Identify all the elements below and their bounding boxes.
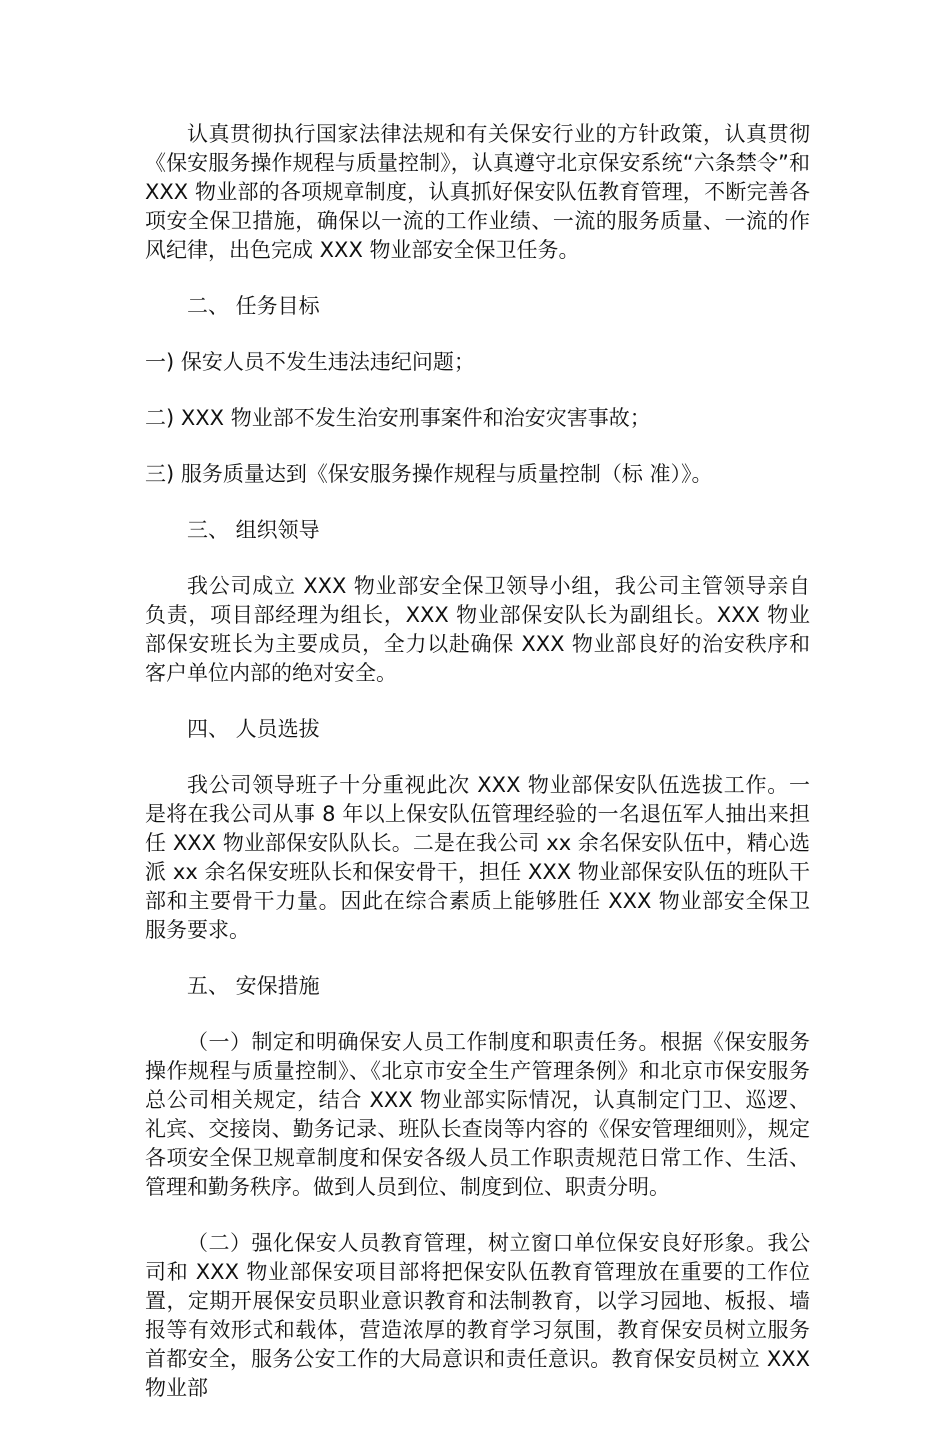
paragraph-measure-2: （二）强化保安人员教育管理，树立窗口单位保安良好形象。我公司和 XXX 物业部保安项目部将把保安队伍教育管理放在重要的工作位置，定期开展保安员职业意识教育和法制教育，以学习园地、板报、墙报等有效形式和载体，营造浓厚的教育学习氛围，教育保安员树立服务首都安全，服务公安工作的大局意识和责任意识。教育保安员树立 XXX 物业部 [145,1231,810,1400]
goal-item-3: 三) 服务质量达到《保安服务操作规程与质量控制（标 准）》。 [145,462,713,486]
goal-item-1: 一) 保安人员不发生违法违纪问题； [145,350,475,374]
section-heading-organization: 三、 组织领导 [187,518,320,542]
goal-item-2: 二) XXX 物业部不发生治安刑事案件和治安灾害事故； [145,406,651,430]
section-heading-security-measures: 五、 安保措施 [187,974,320,998]
paragraph-organization: 我公司成立 XXX 物业部安全保卫领导小组，我公司主管领导亲自负责，项目部经理为组长，XXX 物业部保安队长为副组长。XXX 物业部保安班长为主要成员，全力以赴确保 XXX 物业部良好的治安秩序和客户单位内部的绝对安全。 [145,574,810,685]
paragraph-guiding-principle: 认真贯彻执行国家法律法规和有关保安行业的方针政策，认真贯彻《保安服务操作规程与质量控制》，认真遵守北京保安系统“六条禁令”和 XXX 物业部的各项规章制度，认真抓好保安队伍教育管理，不断完善各项安全保卫措施，确保以一流的工作业绩、一流的服务质量、一流的作风纪律，出色完成 XXX 物业部安全保卫任务。 [145,122,810,262]
paragraph-personnel: 我公司领导班子十分重视此次 XXX 物业部保安队伍选拔工作。一是将在我公司从事 8 年以上保安队伍管理经验的一名退伍军人抽出来担任 XXX 物业部保安队队长。二是在我公司 xx 余名保安队伍中，精心选派 xx 余名保安班队长和保安骨干，担任 XXX 物业部保安队伍的班队干部和主要骨干力量。因此在综合素质上能够胜任 XXX 物业部安全保卫服务要求。 [145,773,810,942]
paragraph-measure-1: （一）制定和明确保安人员工作制度和职责任务。根据《保安服务操作规程与质量控制》、《北京市安全生产管理条例》和北京市保安服务总公司相关规定，结合 XXX 物业部实际情况，认真制定门卫、巡逻、礼宾、交接岗、勤务记录、班队长查岗等内容的《保安管理细则》，规定各项安全保卫规章制度和保安各级人员工作职责规范日常工作、生活、管理和勤务秩序。做到人员到位、制度到位、职责分明。 [145,1030,810,1199]
section-heading-task-goals: 二、 任务目标 [187,294,320,318]
section-heading-personnel: 四、 人员选拔 [187,717,320,741]
document-body [145,120,810,1430]
